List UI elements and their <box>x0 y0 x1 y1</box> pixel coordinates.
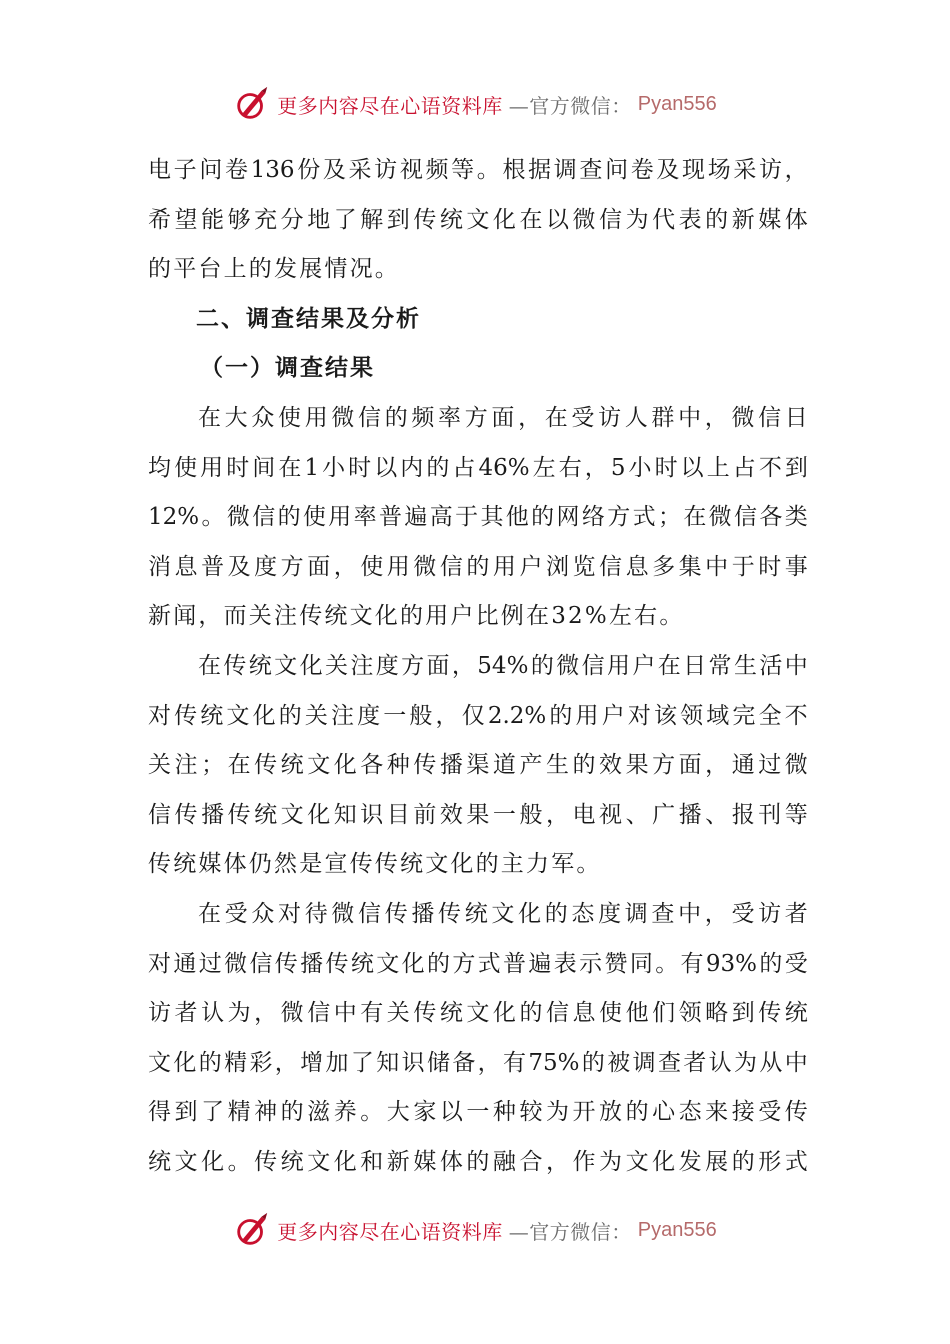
text-line: 在 大 众 使 用 微 信 的 频 率 方 面 ， 在 受 访 人 群 中 ， 微 信 日 <box>198 404 808 431</box>
text-line: 12% 。 微 信 的 使 用 率 普 遍 高 于 其 他 的 网 络 方 式 ； 在 微 信 各 类 <box>148 504 808 531</box>
text-line: 统 文 化 。 传 统 文 化 和 新 媒 体 的 融 合 ， 作 为 文 化 发 展 的 形 式 <box>148 1148 808 1175</box>
text-line: 信 传 播 传 统 文 化 知 识 目 前 效 果 一 般 ， 电 视 、 广 播 、 报 刊 等 <box>148 801 808 828</box>
text-line: 的平台上的发展情况。 <box>148 256 400 283</box>
text-line: 对 通 过 微 信 传 播 传 统 文 化 的 方 式 普 遍 表 示 赞 同 。 有 93% 的 受 <box>148 950 808 977</box>
text-line: 文 化 的 精 彩 ， 增 加 了 知 识 储 备 ， 有 75% 的 被 调 查 者 认 为 从 中 <box>148 1049 808 1076</box>
quill-logo-icon <box>233 1211 271 1249</box>
text-line: 传统媒体仍然是宣传传统文化的主力军。 <box>148 851 602 878</box>
paragraph-4 <box>148 890 808 1188</box>
banner-gray-text: —官方微信： <box>508 1219 632 1244</box>
document-body <box>148 146 808 1187</box>
text-line: 均 使 用 时 间 在 1 小 时 以 内 的 占 46% 左 右 ， 5 小 时 以 上 占 不 到 <box>148 454 808 481</box>
banner-red-text: 更多内容尽在心语资料库 <box>277 1219 503 1244</box>
subsection-heading: （一）调查结果 <box>200 355 375 382</box>
text-line: 电 子 问 卷 136 份 及 采 访 视 频 等 。 根 据 调 查 问 卷 及 现 场 采 访 ， <box>148 157 808 183</box>
text-line: 关 注 ； 在 传 统 文 化 各 种 传 播 渠 道 产 生 的 效 果 方 面 ， 通 过 微 <box>148 752 808 779</box>
text-line: 消 息 普 及 度 方 面 ， 使 用 微 信 的 用 户 浏 览 信 息 多 集 中 于 时 事 <box>148 553 808 580</box>
text-line: 在 受 众 对 待 微 信 传 播 传 统 文 化 的 态 度 调 查 中 ， 受 访 者 <box>198 900 808 927</box>
section-heading: 二、调查结果及分析 <box>196 305 421 332</box>
text-line: 在 传 统 文 化 关 注 度 方 面 ， 54% 的 微 信 用 户 在 日 常 生 活 中 <box>198 652 808 679</box>
banner-wechat-id: Pyan556 <box>637 92 717 115</box>
quill-logo-icon <box>233 85 271 123</box>
text-line: 希 望 能 够 充 分 地 了 解 到 传 统 文 化 在 以 微 信 为 代 表 的 新 媒 体 <box>148 206 808 233</box>
text-line: 访 者 认 为 ， 微 信 中 有 关 传 统 文 化 的 信 息 使 他 们 领 略 到 传 统 <box>148 1000 808 1027</box>
paragraph-3 <box>148 642 808 890</box>
banner-gray-text: —官方微信： <box>508 93 632 118</box>
paragraph-1 <box>148 146 808 295</box>
text-line: 得 到 了 精 神 的 滋 养 。 大 家 以 一 种 较 为 开 放 的 心 态 来 接 受 传 <box>148 1099 808 1126</box>
footer-watermark-banner <box>0 1206 950 1254</box>
banner-wechat-id: Pyan556 <box>637 1218 717 1241</box>
header-watermark-banner <box>0 80 950 128</box>
paragraph-2 <box>148 394 808 642</box>
text-line: 新闻，而关注传统文化的用户比例在32%左右。 <box>148 603 685 630</box>
text-line: 对 传 统 文 化 的 关 注 度 一 般 ， 仅 2.2% 的 用 户 对 该 领 域 完 全 不 <box>148 702 808 729</box>
banner-red-text: 更多内容尽在心语资料库 <box>277 93 503 118</box>
